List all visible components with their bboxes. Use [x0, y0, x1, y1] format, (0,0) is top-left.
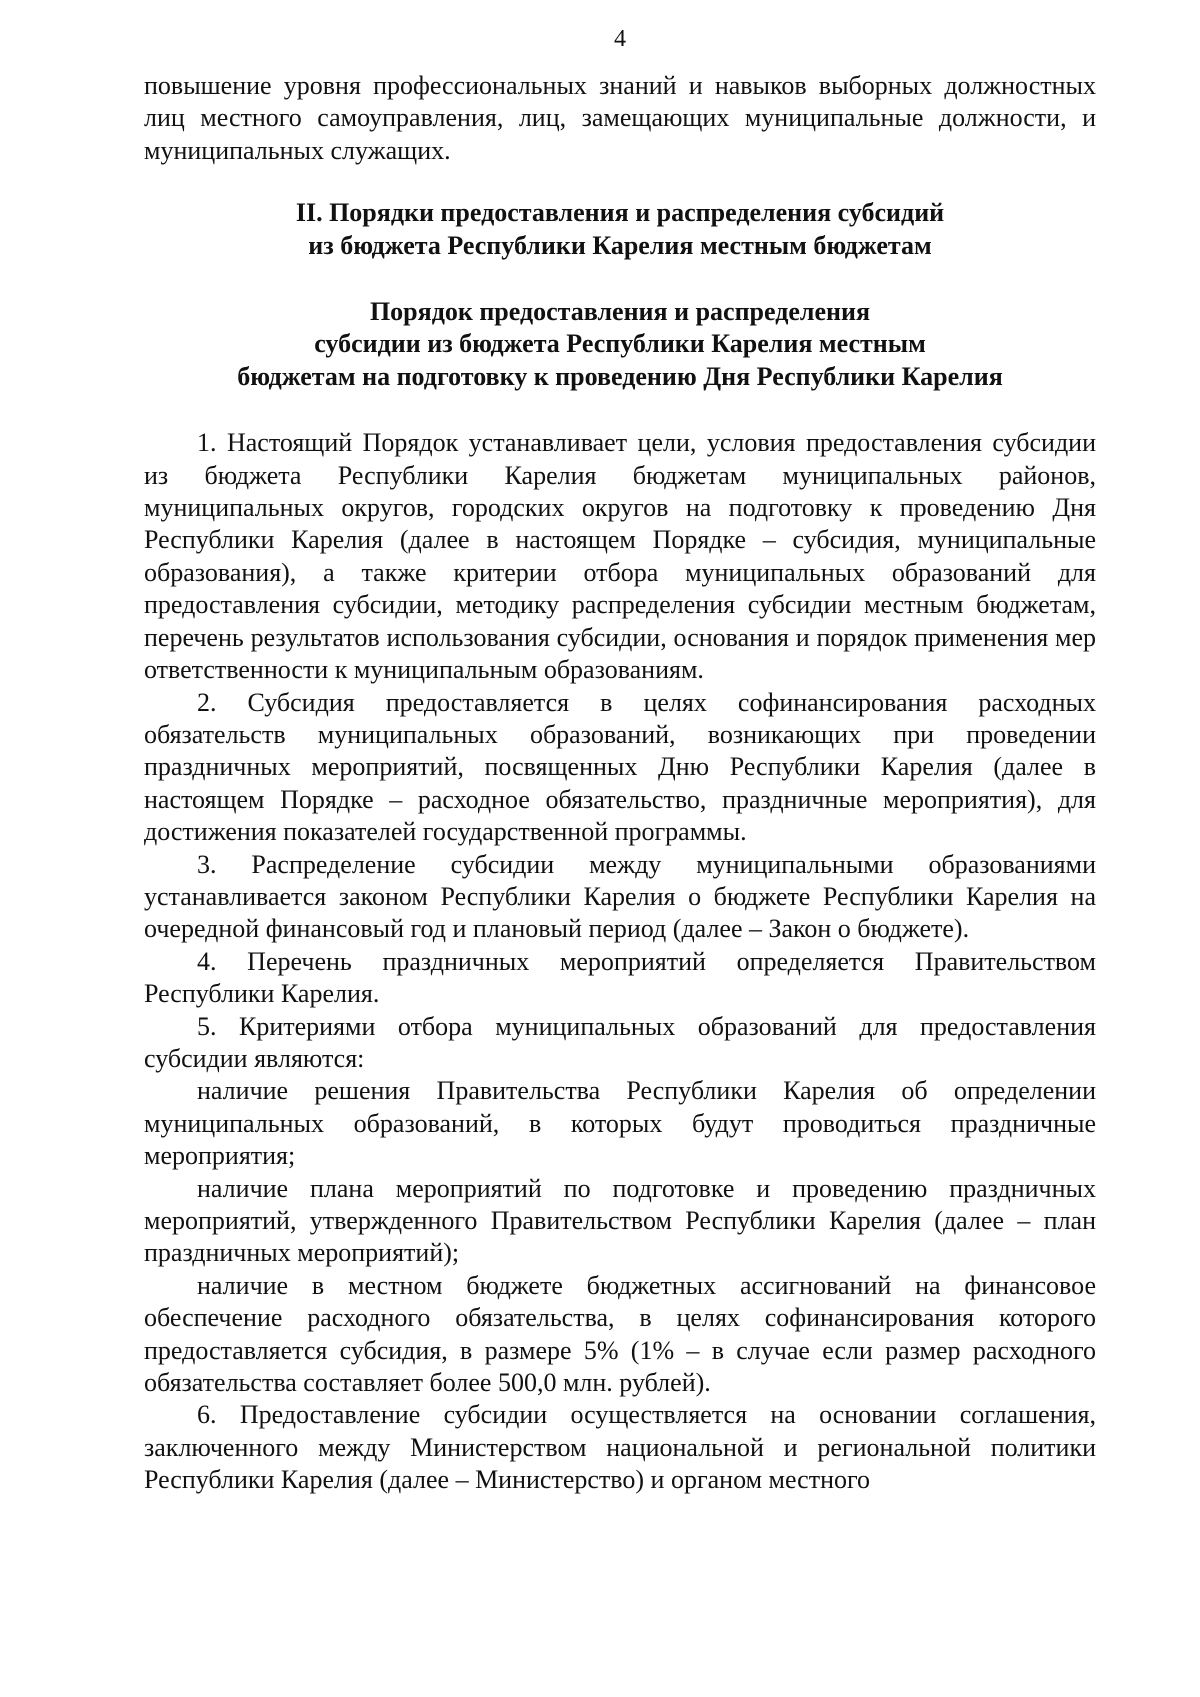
paragraph-3: 3. Распределение субсидии между муниципальными образованиями устанавливается законом Республики Карелия о бюджете Республики Карелия на очередной финансовый год и плановый период (далее – Закон о бюджете). — [144, 849, 1096, 944]
section-heading-line-2: из бюджета Республики Карелия местным бюджетам — [308, 230, 932, 260]
section-heading-line-1: II. Порядки предоставления и распределения субсидий — [295, 198, 945, 228]
paragraph-2: 2. Субсидия предоставляется в целях софинансирования расходных обязательств муниципальных образований, возникающих при проведении праздничных мероприятий, посвященных Дню Республики Карелия (далее в настоящем Порядке – расходное обязательство, праздничные мероприятия), для достижения показателей государственной программы. — [144, 687, 1096, 847]
criteria-item-1: наличие решения Правительства Республики Карелия об определении муниципальных образований, в которых будут проводиться праздничные мероприятия; — [144, 1076, 1096, 1171]
paragraph-1: 1. Настоящий Порядок устанавливает цели, условия предоставления субсидии из бюджета Республики Карелия бюджетам муниципальных районов, муниципальных округов, городских округов на подготовку к проведению Дня Республики Карелия (далее в настоящем Порядке – субсидия, муниципальные образования), а также критерии отбора муниципальных образований для предоставления субсидии, методику распределения субсидии местным бюджетам, перечень результатов использования субсидии, основания и порядок применения мер ответственности к муниципальным образованиям. — [144, 428, 1096, 685]
criteria-item-3: наличие в местном бюджете бюджетных ассигнований на финансовое обеспечение расходного обязательства, в целях софинансирования которого предоставляется субсидия, в размере 5% (1% – в случае если размер расходного обязательства составляет более 500,0 млн. рублей). — [144, 1270, 1096, 1398]
order-heading-line-2: субсидии из бюджета Республики Карелия местным — [314, 329, 926, 359]
order-heading-line-3: бюджетам на подготовку к проведению Дня Республики Карелия — [237, 361, 1003, 391]
order-heading — [144, 296, 1096, 393]
page-number: 4 — [614, 26, 626, 52]
intro-paragraph: повышение уровня профессиональных знаний и навыков выборных должностных лиц местного самоуправления, лиц, замещающих муниципальные должности, и муниципальных служащих. — [144, 71, 1096, 165]
criteria-item-2: наличие плана мероприятий по подготовке и проведению праздничных мероприятий, утвержденного Правительством Республики Карелия (далее – план праздничных мероприятий); — [144, 1173, 1096, 1268]
paragraph-6: 6. Предоставление субсидии осуществляется на основании соглашения, заключенного между Министерством национальной и региональной политики Республики Карелия (далее – Министерство) и органом местного — [144, 1400, 1096, 1495]
paragraph-4: 4. Перечень праздничных мероприятий определяется Правительством Республики Карелия. — [144, 946, 1096, 1009]
section-heading — [144, 197, 1096, 262]
paragraph-5: 5. Критериями отбора муниципальных образований для предоставления субсидии являются: — [144, 1011, 1096, 1073]
order-heading-line-1: Порядок предоставления и распределения — [369, 297, 871, 327]
